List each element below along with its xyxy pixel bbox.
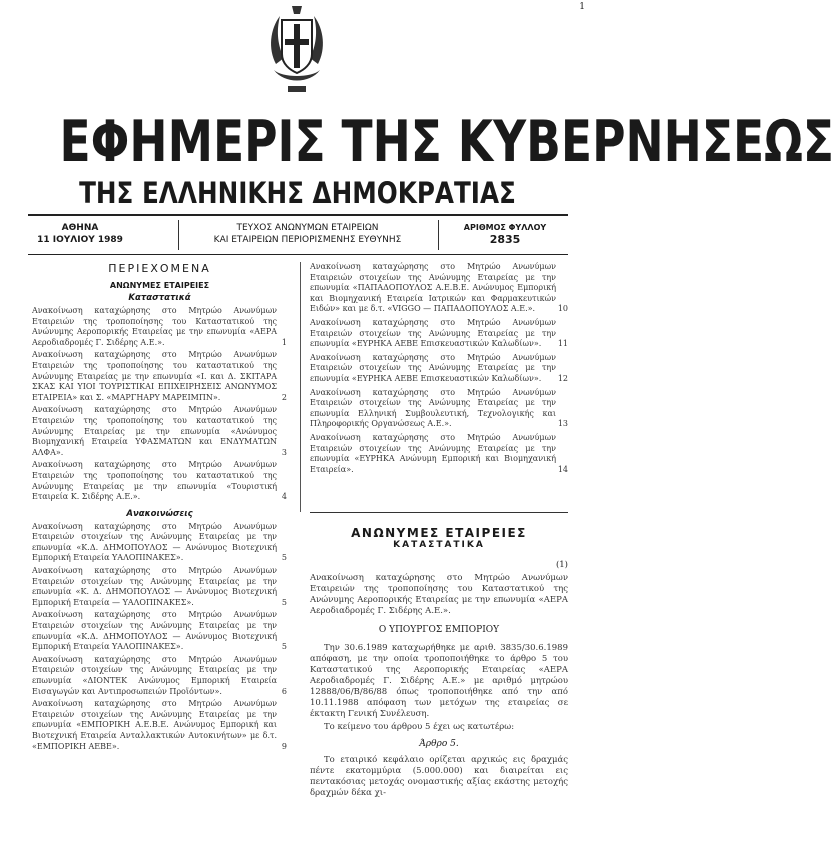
contents-entry: Ανακοίνωση καταχώρησης στο Μητρώο Ανωνύμων Εταιρειών στοιχείων της Ανώνυμης Εταιρείας με την επωνυμία «ΕΥΡΗΚΑ ΑΕΒΕ Επισκευαστικών Καλωδίων». 11	[310, 317, 568, 349]
info-separator	[438, 220, 439, 250]
body-subheading: ΚΑΤΑΣΤΑΤΙΚΑ	[393, 540, 485, 550]
contents-end-rule	[310, 512, 568, 513]
article-heading: Άρθρο 5.	[419, 739, 459, 749]
issue-line-2: ΚΑΙ ΕΤΑΙΡΕΙΩΝ ΠΕΡΙΟΡΙΣΜΕΝΗΣ ΕΥΘΥΝΗΣ	[213, 235, 402, 245]
masthead-subtitle: ΤΗΣ ΕΛΛΗΝΙΚΗΣ ΔΗΜΟΚΡΑΤΙΑΣ	[79, 176, 516, 210]
header-divider	[28, 254, 568, 255]
contents-entry: Ανακοίνωση καταχώρησης στο Μητρώο Ανωνύμων Εταιρειών στοιχείων της Ανώνυμης Εταιρείας με την επωνυμία «ΠΑΠΑΔΟΠΟΥΛΟΣ Α.Ε.Β.Ε. Ανώνυμος Εμπορική και Βιομηχανική Εταιρεία Ιατρικών και Φαρμακευτικών Ειδών» και με δ.τ. «VIGGO — ΠΑΠΑΔΟΠΟΥΛΟΣ Α.Ε.». 10	[310, 262, 568, 314]
page-number: 1	[579, 2, 585, 12]
contents-entry: Ανακοίνωση καταχώρησης στο Μητρώο Ανωνύμων Εταιρειών στοιχείων της Ανώνυμης Εταιρείας με την επωνυμία «ΔΙΟΝΤΕΚ Ανώνυμος Εμπορική Εταιρεία Εισαγωγών και Αντιπροσωπειών Προϊόντων». 6	[32, 654, 287, 696]
announcement-title: Ανακοίνωση καταχώρησης στο Μητρώο Ανωνύμων Εταιρειών της τροποποίησης του Καταστατικού της Ανώνυμης Αεροπορικής Εταιρείας με την επωνυμία «ΑΕΡΑ Αεροδιαδρομές Γ. Σιδέρης Α.Ε.».	[310, 573, 568, 616]
sheet-number: 2835	[489, 233, 521, 246]
contents-right-column	[310, 262, 568, 478]
contents-entry: Ανακοίνωση καταχώρησης στο Μητρώο Ανωνύμων Εταιρειών στοιχείων της Ανώνυμης Εταιρείας με την επωνυμία «ΕΥΡΗΚΑ ΑΕΒΕ Επισκευαστικών Καλωδίων». 12	[310, 352, 568, 383]
city: ΑΘΗΝΑ	[61, 223, 99, 233]
contents-entry: Ανακοίνωση καταχώρησης στο Μητρώο Ανωνύμων Εταιρειών στοιχείων της Ανώνυμης Εταιρείας με την επωνυμία «Κ.Δ. ΔΗΜΟΠΟΥΛΟΣ — Ανώνυμος Βιοτεχνική Εμπορική Εταιρεία ΥΑΛΟΠΙΝΑΚΕΣ». 5	[32, 610, 287, 652]
body-section	[310, 526, 568, 799]
contents-entry: Ανακοίνωση καταχώρησης στο Μητρώο Ανωνύμων Εταιρειών στοιχείων της Ανώνυμης Εταιρείας με την επωνυμία Ελληνική Συμβουλευτική, Τεχνολογικής και Πληροφορικής Οργανώσεως Α.Ε.». 13	[310, 387, 568, 429]
body-heading: ΑΝΩΝΥΜΕΣ ΕΤΑΙΡΕΙΕΣ	[351, 526, 527, 540]
contents-entry: Ανακοίνωση καταχώρησης στο Μητρώο Ανωνύμων Εταιρειών στοιχείων της Ανώνυμης Εταιρείας με την επωνυμία «Κ. Δ. ΔΗΜΟΠΟΥΛΟΣ — Ανώνυμος Βιοτεχνική Εμπορική Εταιρεία — ΥΑΛΟΠΙΝΑΚΕΣ». 5	[32, 566, 287, 607]
announcement-ref: (1)	[555, 560, 568, 570]
body-paragraph: Το εταιρικό κεφάλαιο ορίζεται αρχικώς εις δραχμάς πέντε εκατομμύρια (5.000.000) και διαιρείται εις πεντακόσιας μετοχάς ονομαστικής αξίας εκάστης μετοχής δραχμών δέκα χι-	[310, 755, 568, 798]
contents-subheading: ΑΝΩΝΥΜΕΣ ΕΤΑΙΡΕΙΕΣ	[109, 281, 210, 290]
contents-entry: Ανακοίνωση καταχώρησης στο Μητρώο Ανωνύμων Εταιρειών στοιχείων της Ανώνυμης Εταιρείας με την επωνυμία «Κ.Δ. ΔΗΜΟΠΟΥΛΟΣ — Ανώνυμος Βιοτεχνική Εμπορική Εταιρεία ΥΑΛΟΠΙΝΑΚΕΣ». 5	[32, 521, 287, 563]
body-paragraph: Την 30.6.1989 καταχωρήθηκε με αριθ. 3835/30.6.1989 απόφαση, με την οποία τροποποιήθηκε το άρθρο 5 του Καταστατικού της Αεροπορικής Εταιρείας «ΑΕΡΑ Αεροδιαδρομές Γ. Σιδέρης Α.Ε.» με αριθμό μητρώου 12888/06/Β/86/88 όπως τροποποιήθηκε από την από 10.11.1988 απόφαση των μετόχων της εταιρείας σε έκτακτη Γενική Συνέλευση.	[310, 643, 568, 719]
issue-line-1: ΤΕΥΧΟΣ ΑΝΩΝΥΜΩΝ ΕΤΑΙΡΕΙΩΝ	[236, 223, 379, 233]
minister-title: Ο ΥΠΟΥΡΓΟΣ ΕΜΠΟΡΙΟΥ	[378, 625, 500, 635]
coat-of-arms-icon	[266, 4, 328, 100]
sheet-label: ΑΡΙΘΜΟΣ ΦΥΛΛΟΥ	[463, 223, 547, 232]
issue-date: 11 ΙΟΥΛΙΟΥ 1989	[37, 235, 123, 245]
masthead-title: ΕΦΗΜΕΡΙΣ ΤΗΣ ΚΥΒΕΡΝΗΣΕΩΣ	[59, 109, 834, 175]
contents-entry: Ανακοίνωση καταχώρησης στο Μητρώο Ανωνύμων Εταιρειών της τροποποίησης του καταστατικού της Ανώνυμης Εταιρείας με την επωνυμία «Ι. και Δ. ΣΚΙΤΑΡΑ ΣΚΑΣ ΚΑΙ ΥΙΟΙ ΤΟΥΡΙΣΤΙΚΑΙ ΕΠΙΧΕΙΡΗΣΕΙΣ ΑΝΩΝΥΜΟΣ ΕΤΑΙΡΕΙΑ» και Σ. «ΜΑΡΓΗΑΡΥ ΜΑΡΕΙΜΠΝ». 2	[32, 350, 287, 402]
info-separator	[178, 220, 179, 250]
contents-entry: Ανακοίνωση καταχώρησης στο Μητρώο Ανωνύμων Εταιρειών στοιχείων της Ανώνυμης Εταιρείας με την επωνυμία «ΕΜΠΟΡΙΚΗ Α.Ε.Β.Ε. Ανώνυμος Εμπορική και Βιοτεχνική Εταιρεία Ανταλλακτικών Αυτοκινήτων» με δ.τ. «ΕΜΠΟΡΙΚΗ ΑΕΒΕ». 9	[32, 699, 287, 751]
section-heading-announcements: Ανακοινώσεις	[126, 508, 193, 519]
column-separator	[300, 262, 301, 512]
contents-entry: Ανακοίνωση καταχώρησης στο Μητρώο Ανωνύμων Εταιρειών στοιχείων της Ανώνυμης Εταιρείας με την επωνυμία «ΕΥΡΗΚΑ Ανώνυμη Εμπορική και Βιομηχανική Εταιρεία». 14	[310, 432, 568, 474]
masthead-divider	[28, 214, 568, 216]
section-heading-statutes: Καταστατικά	[128, 293, 191, 303]
contents-entry: Ανακοίνωση καταχώρησης στο Μητρώο Ανωνύμων Εταιρειών της τροποποίησης του καταστατικού της Ανώνυμης Εταιρείας με την επωνυμία «Ανώνυμος Βιομηχανική Εταιρεία ΥΦΑΣΜΑΤΩΝ και ΕΝΔΥΜΑΤΩΝ ΑΛΦΑ». 3	[32, 405, 287, 457]
contents-entry: Ανακοίνωση καταχώρησης στο Μητρώο Ανωνύμων Εταιρειών της τροποποίησης του καταστατικού της Ανώνυμης Εταιρείας με την επωνυμία «Τουριστική Εταιρεία Κ. Σιδέρης Α.Ε.». 4	[32, 460, 287, 502]
contents-entry: Ανακοίνωση καταχώρησης στο Μητρώο Ανωνύμων Εταιρειών της τροποποίησης του Καταστατικού της Ανώνυμης Αεροπορικής Εταιρείας με την επωνυμία «ΑΕΡΑ Αεροδιαδρομές Γ. Σιδέρης Α.Ε.». 1	[32, 306, 287, 347]
body-paragraph: Το κείμενο του άρθρου 5 έχει ως κατωτέρω:	[324, 722, 515, 732]
contents-left-column	[32, 262, 287, 754]
contents-heading: ΠΕΡΙΕΧΟΜΕΝΑ	[108, 262, 211, 275]
